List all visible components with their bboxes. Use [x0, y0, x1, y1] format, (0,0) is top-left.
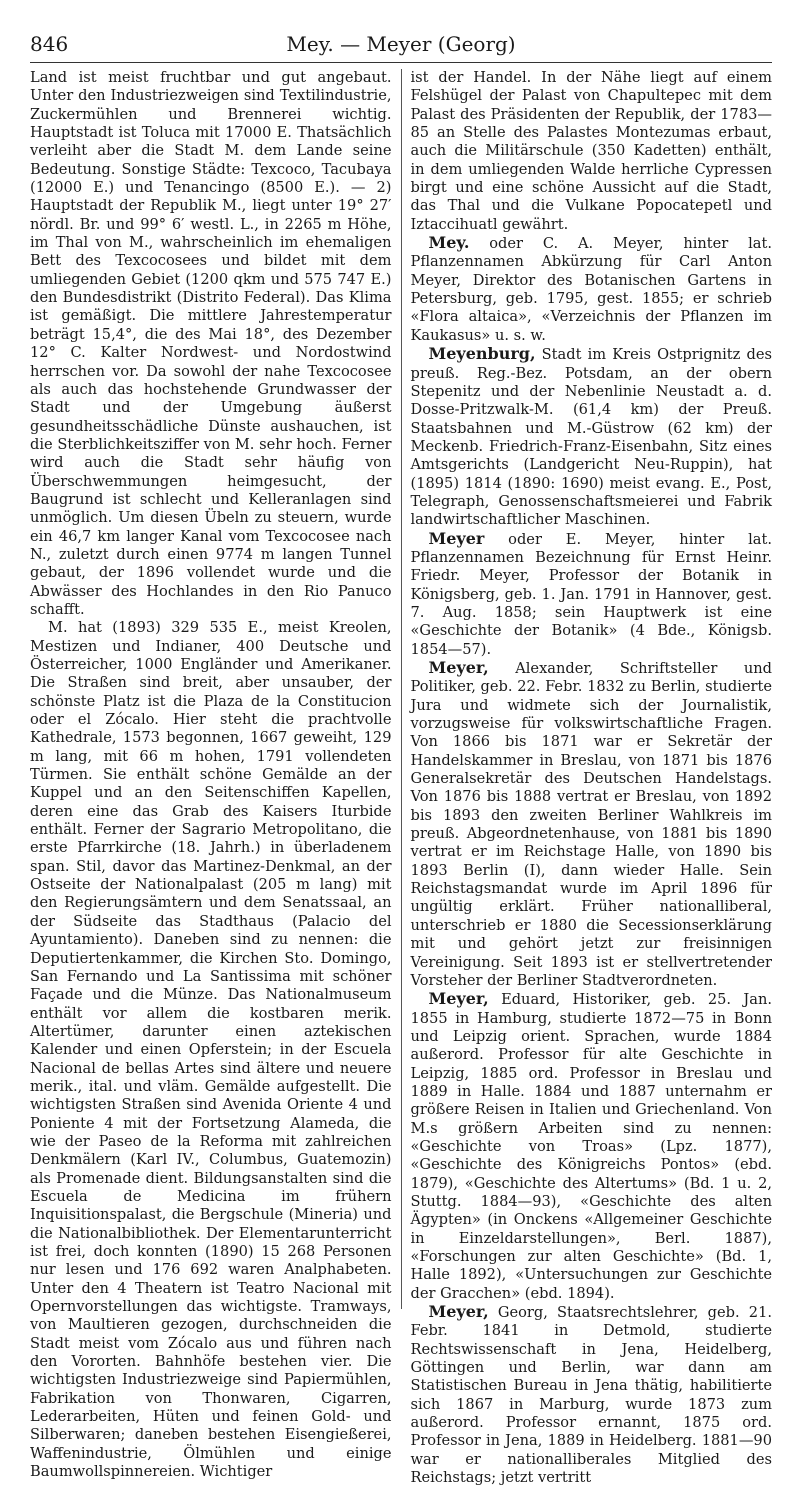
paragraph: M. hat (1893) 329 535 E., meist Kreolen, Mestizen und Indianer, 400 Deutsche und Österreicher, 1000 Engländer und Amerikaner. Die Straßen sind breit, aber unsauber, der schönste Platz ist die Plaza de la Constitucion oder el Zócalo. Hier steht die prachtvolle Kathedrale, 1573 begonnen, 1667 geweiht, 129 m lang, mit 66 m hohen, 1791 vollendeten Türmen. Sie enthält schöne Gemälde an der Kuppel und an den Seitenschiffen Kapellen, deren eine das Grab des Kaisers Iturbide enthält. Ferner der Sagrario Metropolitano, die erste Pfarrkirche (18. Jahrh.) in überladenem span. Stil, davor das Martinez-Denkmal, an der Ostseite der Nationalpalast (205 m lang) mit den Regierungsämtern und dem Senatssaal, an der Südseite das Stadthaus (Palacio del Ayuntamiento). Daneben sind zu nennen: die Deputiertenkammer, die Kirchen Sto. Domingo, San Fernando und La Santissima mit schöner Façade und die Münze. Das Nationalmuseum enthält vor allem die kostbaren merik. Altertümer, darunter einen aztekischen Kalender und einen Opferstein; in der Escuela Nacional de bellas Artes sind ältere und neuere merik., ital. und vläm. Gemälde aufgestellt. Die wichtigsten Straßen sind Avenida Oriente 4 und Poniente 4 mit der Fortsetzung Alameda, die wie der Paseo de la Reforma mit zahlreichen Denkmälern (Karl IV., Columbus, Guatemozin) als Promenade dient. Bildungsanstalten sind die Escuela de Medicina im frühern Inquisitionspalast, die Bergschule (Mineria) und die Nationalbibliothek. Der Elementarunterricht ist frei, doch konnten (1890) 15 268 Personen nur lesen und 176 692 waren Analphabeten. Unter den 4 Theatern ist Teatro Nacional mit Opernvorstellungen das wichtigste. Tramways, von Maultieren gezogen, durchschneiden die Stadt meist vom Zócalo aus und führen nach den Vororten. Bahnhöfe bestehen vier. Die wichtigsten Industriezweige sind Papiermühlen, Fabrikation von Thonwaren, Cigarren, Lederarbeiten, Hüten und feinen Gold- und Silberwaren; daneben bestehen Eisengießerei, Waffenindustrie, Ölmühlen und einige Baumwollspinnereien. Wichtiger: [30, 619, 392, 1481]
left-column: [30, 69, 401, 1481]
entry-body: oder C. A. Meyer, hinter lat. Pflanzennamen Abkürzung für Carl Anton Meyer, Direktor des Botanischen Gartens in Petersburg, geb. 1795, gest. 1855; er schrieb «Flora altaica», «Verzeichnis der Pflanzen im Kaukasus» u. s. w.: [410, 235, 772, 344]
right-column: [401, 69, 773, 1487]
entry-headword: Meyer,: [428, 1302, 489, 1322]
entry-meyer-botanik: [411, 530, 773, 659]
entry-headword: Mey.: [428, 233, 470, 253]
entry-body: Eduard, Historiker, geb. 25. Jan. 1855 in Hamburg, studierte 1872—75 in Bonn und Leipzig orient. Sprachen, wurde 1884 außerord. Professor für alte Geschichte in Leipzig, 1885 ord. Professor in Breslau und 1889 in Halle. 1884 und 1887 unternahm er größere Reisen in Italien und Griechenland. Von M.s größern Arbeiten sind zu nennen: «Geschichte von Troas» (Lpz. 1877), «Geschichte des Königreichs Pontos» (ebd. 1879), «Geschichte des Altertums» (Bd. 1 u. 2, Stuttg. 1884—93), «Geschichte des alten Ägypten» (in Onckens «Allgemeiner Geschichte in Einzeldarstellungen», Berl. 1887), «Forschungen zur alten Geschichte» (Bd. 1, Halle 1892), «Untersuchungen zur Geschichte der Gracchen» (ebd. 1894).: [410, 991, 772, 1302]
entry-body: Stadt im Kreis Ostprignitz des preuß. Reg.-Bez. Potsdam, an der obern Stepenitz und der Nebenlinie Neustadt a. d. Dosse-Pritzwalk-M. (61,4 km) der Preuß. Staatsbahnen und M.-Güstrow (62 km) der Meckenb. Friedrich-Franz-Eisenbahn, Sitz eines Amtsgerichts (Landgericht Neu-Ruppin), hat (1895) 1814 (1890: 1690) meist evang. E., Post, Telegraph, Genossenschaftsmeierei und Fabrik landwirtschaftlicher Maschinen.: [410, 346, 772, 529]
entry-headword: Meyer: [428, 528, 485, 548]
entry-mey: [411, 234, 773, 345]
entry-meyer-georg: [411, 1303, 773, 1487]
entry-meyer-eduard: [411, 990, 773, 1303]
entry-headword: Meyenburg,: [428, 344, 536, 364]
entry-body: oder E. Meyer, hinter lat. Pflanzennamen Bezeichnung für Ernst Heinr. Friedr. Meyer, Professor der Botanik in Königsberg, geb. 1. Jan. 1791 in Hannover, gest. 7. Aug. 1858; sein Hauptwerk ist eine «Geschichte der Botanik» (4 Bde., Königsb. 1854—57).: [410, 530, 772, 658]
text-columns: [30, 69, 772, 1487]
entry-body: Alexander, Schriftsteller und Politiker, geb. 22. Febr. 1832 zu Berlin, studierte Jura und widmete sich der Journalistik, vorzugsweise für volkswirtschaftliche Fragen. Von 1866 bis 1871 war er Sekretär der Handelskammer in Breslau, von 1871 bis 1876 Generalsekretär des Deutschen Handelstags. Von 1876 bis 1888 vertrat er Breslau, von 1892 bis 1893 den zweiten Berliner Wahlkreis im preuß. Abgeordnetenhause, von 1881 bis 1890 vertrat er im Reichstage Halle, von 1890 bis 1893 Berlin (I), dann wieder Halle. Sein Reichstagsmandat wurde im April 1896 für ungültig erklärt. Früher nationalliberal, unterschrieb er 1880 die Secessionserklärung mit und gehört jetzt zur freisinnigen Vereinigung. Seit 1893 ist er stellvertretender Vorsteher der Berliner Stadtverordneten.: [410, 660, 772, 989]
page-number: 846: [30, 32, 69, 56]
entry-headword: Meyer,: [428, 658, 489, 677]
entry-body: Georg, Staatsrechtslehrer, geb. 21. Febr. 1841 in Detmold, studierte Rechtswissenschaft in Jena, Heidelberg, Göttingen und Berlin, war dann am Statistischen Bureau in Jena thätig, habilitierte sich 1867 in Marburg, wurde 1873 zum außerord. Professor ernannt, 1875 ord. Professor in Jena, 1889 in Heidelberg. 1881—90 war er nationalliberales Mitglied des Reichstags; jetzt vertritt: [410, 1304, 772, 1487]
page-header: [30, 28, 772, 63]
entry-meyenburg: [411, 345, 773, 529]
paragraph: Land ist meist fruchtbar und gut angebaut. Unter den Industriezweigen sind Textilindustrie, Zuckermühlen und Brennerei wichtig. Hauptstadt ist Toluca mit 17000 E. Thatsächlich verleiht aber die Stadt M. dem Lande seine Bedeutung. Sonstige Städte: Texcoco, Tacubaya (12000 E.) und Tenancingo (8500 E.). — 2) Hauptstadt der Republik M., liegt unter 19° 27′ nördl. Br. und 99° 6′ westl. L., in 2265 m Höhe, im Thal von M., wahrscheinlich im ehemaligen Bett des Texcocosees und bildet mit dem umliegenden Gebiet (1200 qkm und 575 747 E.) den Bundesdistrikt (Distrito Federal). Das Klima ist gemäßigt. Die mittlere Jahrestemperatur beträgt 15,4°, die des Mai 18°, des Dezember 12° C. Kalter Nordwest- und Nordostwind herrschen vor. Da sowohl der nahe Texcocosee als auch das hochstehende Grundwasser der Stadt und der Umgebung äußerst gesundheitsschädliche Dünste aushauchen, ist die Sterblichkeitsziffer von M. sehr hoch. Ferner wird auch die Stadt sehr häufig von Überschwemmungen heimgesucht, der Baugrund ist schlecht und Kelleranlagen sind unmöglich. Um diesen Übeln zu steuern, wurde ein 46,7 km langer Kanal vom Texcocosee nach N., zuletzt durch einen 9774 m langen Tunnel gebaut, der 1896 vollendet wurde und die Abwässer des Hochlandes in den Rio Panuco schafft.: [30, 69, 392, 618]
entry-headword: Meyer,: [428, 989, 489, 1009]
entry-meyer-alexander: [411, 659, 773, 990]
running-title: Mey. — Meyer (Georg): [286, 32, 516, 56]
paragraph: ist der Handel. In der Nähe liegt auf einem Felshügel der Palast von Chapultepec mit dem Palast des Präsidenten der Republik, der 1783—85 an Stelle des Palastes Montezumas erbaut, auch die Militärschule (350 Kadetten) enthält, in dem umliegenden Walde herrliche Cypressen birgt und eine schöne Aussicht auf die Stadt, das Thal und die Vulkane Popocatepetl und Iztaccihuatl gewährt.: [410, 69, 772, 233]
